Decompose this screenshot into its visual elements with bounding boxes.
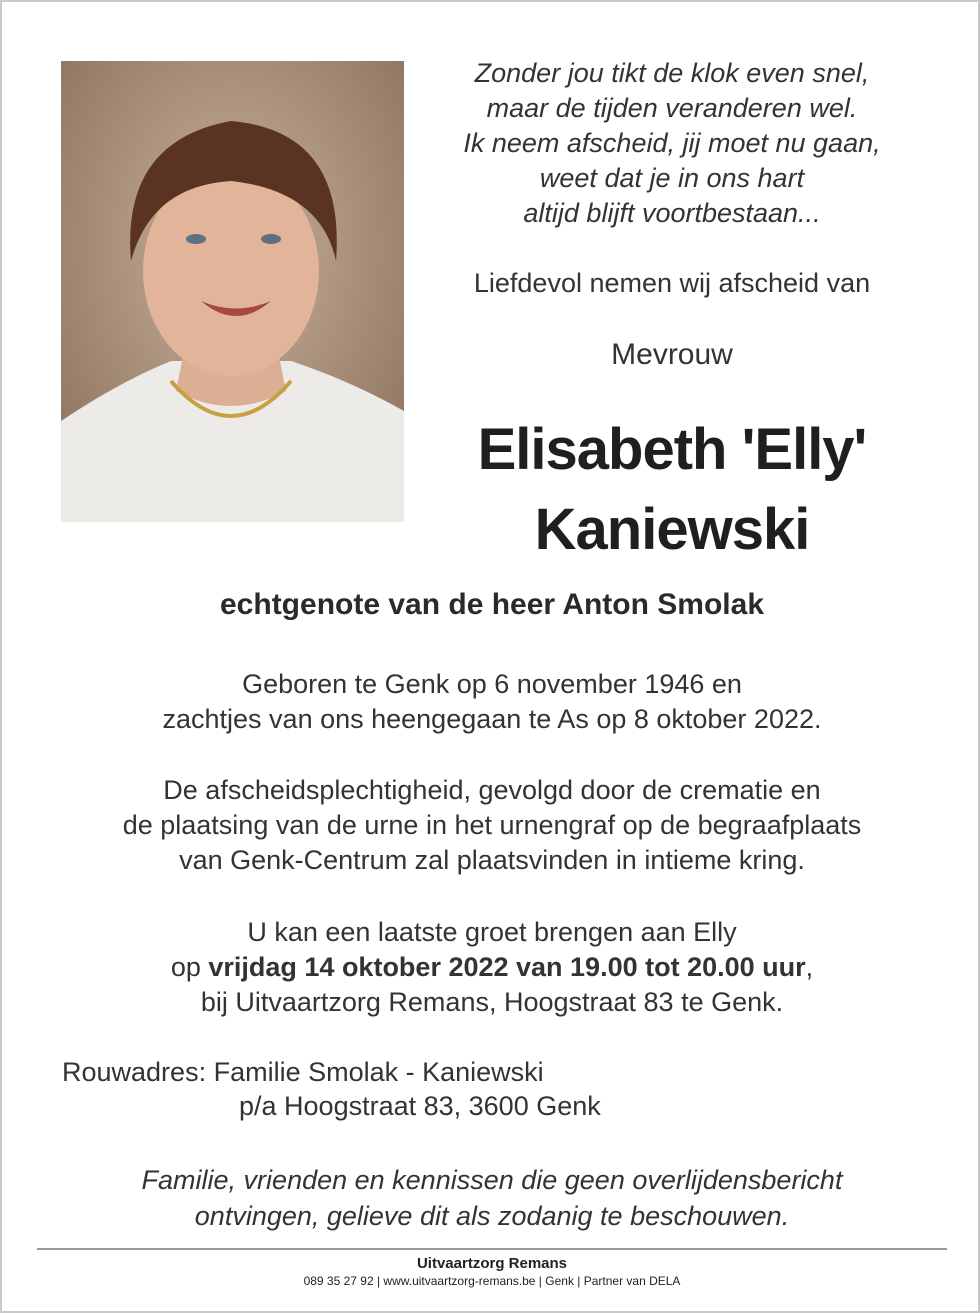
paragraph-line: de plaatsing van de urne in het urnengraf op de begraafplaats (122, 810, 862, 840)
visit-suffix: , (805, 952, 814, 982)
poem-line: weet dat je in ons hart (539, 163, 805, 193)
intro-text: Liefdevol nemen wij afscheid van (473, 268, 871, 298)
name-line-2: Kaniewski (534, 497, 810, 562)
paragraph-line: zachtjes van ons heengegaan te As op 8 oktober 2022. (162, 704, 822, 734)
poem-line: altijd blijft voortbestaan... (523, 198, 821, 228)
closing-line: ontvingen, gelieve dit als zodanig te beschouwen. (194, 1201, 790, 1231)
ceremony-paragraph (2, 773, 980, 878)
name-line-1: Elisabeth 'Elly' (477, 417, 867, 482)
honorific: Mevrouw (611, 338, 733, 371)
poem-line: Ik neem afscheid, jij moet nu gaan, (463, 128, 881, 158)
poem (422, 56, 922, 231)
footer-divider (37, 1248, 947, 1250)
birth-death-paragraph (2, 667, 980, 737)
paragraph-line: bij Uitvaartzorg Remans, Hoogstraat 83 te Genk. (200, 987, 784, 1017)
funeral-home-contact: 089 35 27 92 | www.uitvaartzorg-remans.be | Genk | Partner van DELA (303, 1274, 681, 1288)
visit-datetime-line (2, 950, 980, 985)
portrait-illustration (61, 61, 404, 522)
condolence-address-line-1: Rouwadres: Familie Smolak - Kaniewski (62, 1057, 544, 1087)
visit-paragraph (2, 915, 980, 1020)
visit-datetime: vrijdag 14 oktober 2022 van 19.00 tot 20.00 uur (208, 952, 806, 982)
spouse-line: echtgenote van de heer Anton Smolak (220, 588, 764, 621)
funeral-home-name: Uitvaartzorg Remans (416, 1255, 568, 1272)
visit-prefix: op (170, 952, 209, 982)
closing-line: Familie, vrienden en kennissen die geen overlijdensbericht (141, 1165, 843, 1195)
paragraph-line: Geboren te Genk op 6 november 1946 en (242, 669, 742, 699)
portrait-photo (61, 61, 404, 522)
condolence-address-line-2: p/a Hoogstraat 83, 3600 Genk (239, 1091, 601, 1121)
poem-line: maar de tijden veranderen wel. (486, 93, 858, 123)
paragraph-line: van Genk-Centrum zal plaatsvinden in intieme kring. (179, 845, 805, 875)
poem-line: Zonder jou tikt de klok even snel, (474, 58, 870, 88)
deceased-name (422, 410, 922, 570)
paragraph-line: U kan een laatste groet brengen aan Elly (247, 917, 737, 947)
closing-note (2, 1162, 980, 1234)
paragraph-line: De afscheidsplechtigheid, gevolgd door de crematie en (163, 775, 821, 805)
